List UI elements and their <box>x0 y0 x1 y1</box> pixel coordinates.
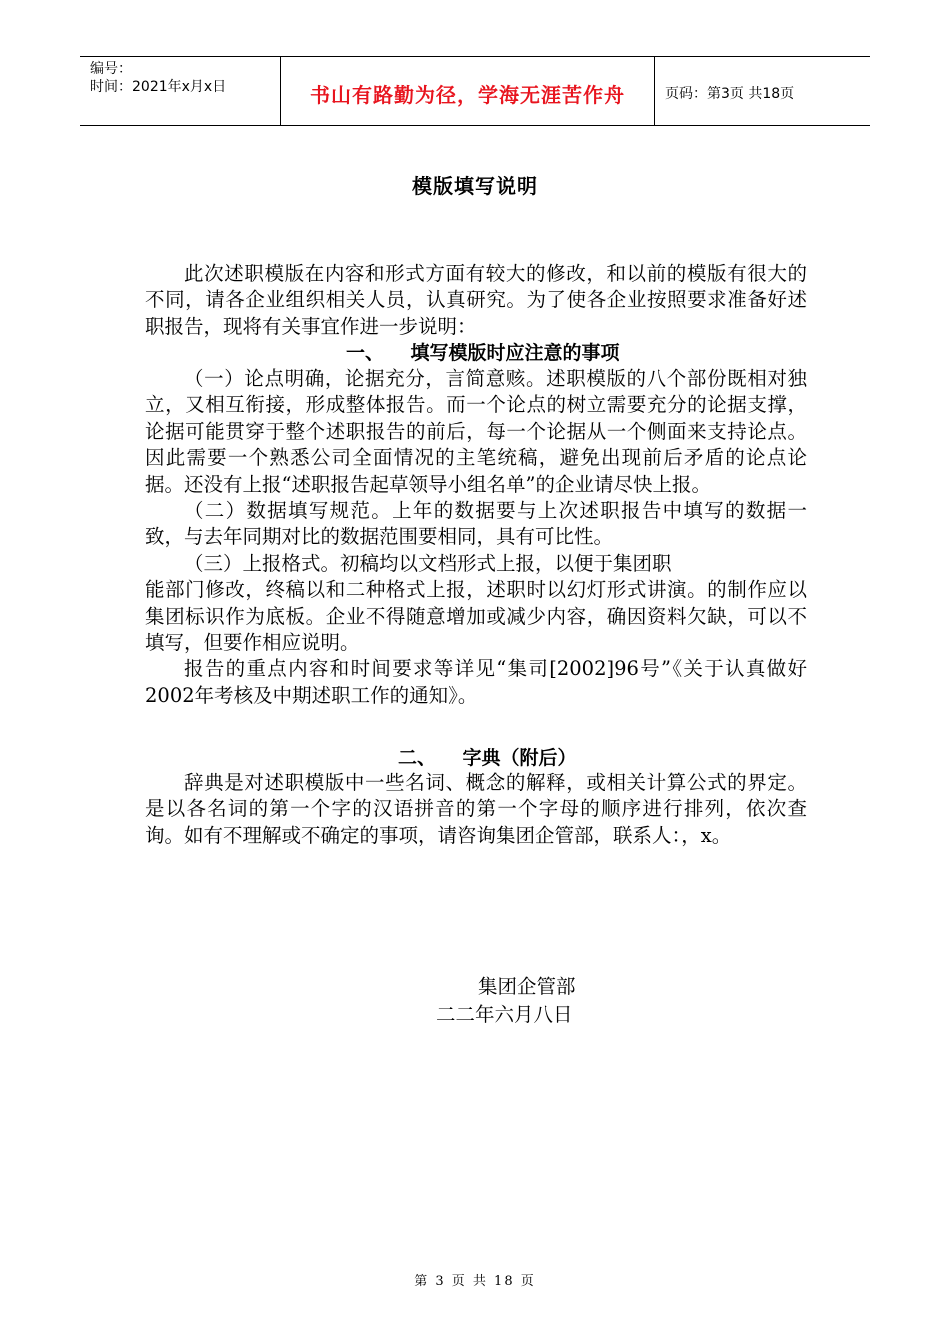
document-title: 模版填写说明 <box>412 174 538 198</box>
section-1-paragraph-3-line-1: （三）上报格式。初稿均以文档形式上报，以便于集团职 <box>184 551 672 575</box>
intro-block <box>145 261 807 340</box>
signature-org: 集团企管部 <box>478 975 576 998</box>
signature-date: 二二年六月八日 <box>436 1003 573 1026</box>
header-page-info: 页码：第3页 共18页 <box>665 86 795 102</box>
header-motto: 书山有路勤为径，学海无涯苦作舟 <box>310 83 625 107</box>
intro-paragraph: 此次述职模版在内容和形式方面有较大的修改，和以前的模版有很大的不同，请各企业组织相关人员，认真研究。为了使各企业按照要求准备好述职报告，现将有关事宜作进一步说明： <box>145 262 807 338</box>
document-time-label: 时间：2021年x月x日 <box>90 79 227 95</box>
signature-block <box>436 973 576 1029</box>
header-motto-cell <box>281 57 655 125</box>
section-1-heading: 一、 填写模版时应注意的事项 <box>346 342 620 364</box>
header-meta <box>80 57 281 125</box>
section-1-paragraph-4: 报告的重点内容和时间要求等详见“集司[2002]96号”《关于认真做好2002年考核及中期述职工作的通知》。 <box>145 657 807 707</box>
section-2-heading: 二、 字典（附后） <box>398 747 577 769</box>
page-footer: 第 3 页 共 18 页 <box>414 1274 536 1289</box>
page-header <box>80 56 870 126</box>
section-1-paragraph-2: （二）数据填写规范。上年的数据要与上次述职报告中填写的数据一致，与去年同期对比的数据范围要相同，具有可比性。 <box>145 499 807 549</box>
document-number-label: 编号： <box>90 61 132 77</box>
section-1-paragraph-3-rest: 能部门修改，终稿以和二种格式上报，述职时以幻灯形式讲演。的制作应以集团标识作为底板。企业不得随意增加或减少内容，确因资料欠缺，可以不填写，但要作相应说明。 <box>145 578 807 655</box>
section-1-body <box>145 366 807 709</box>
header-page-cell <box>655 57 870 125</box>
section-2-paragraph-1: 辞典是对述职模版中一些名词、概念的解释，或相关计算公式的界定。是以各名词的第一个字的汉语拼音的第一个字母的顺序进行排列，依次查询。如有不理解或不确定的事项，请咨询集团企管部，联系人：，x。 <box>145 771 807 847</box>
section-1-paragraph-1: （一）论点明确，论据充分，言简意赅。述职模版的八个部份既相对独立，又相互衔接，形成整体报告。而一个论点的树立需要充分的论据支撑，论据可能贯穿于整个述职报告的前后，每一个论据从一个侧面来支持论点。因此需要一个熟悉公司全面情况的主笔统稿，避免出现前后矛盾的论点论据。还没有上报“述职报告起草领导小组名单”的企业请尽快上报。 <box>145 367 807 496</box>
section-2-body <box>145 770 807 849</box>
